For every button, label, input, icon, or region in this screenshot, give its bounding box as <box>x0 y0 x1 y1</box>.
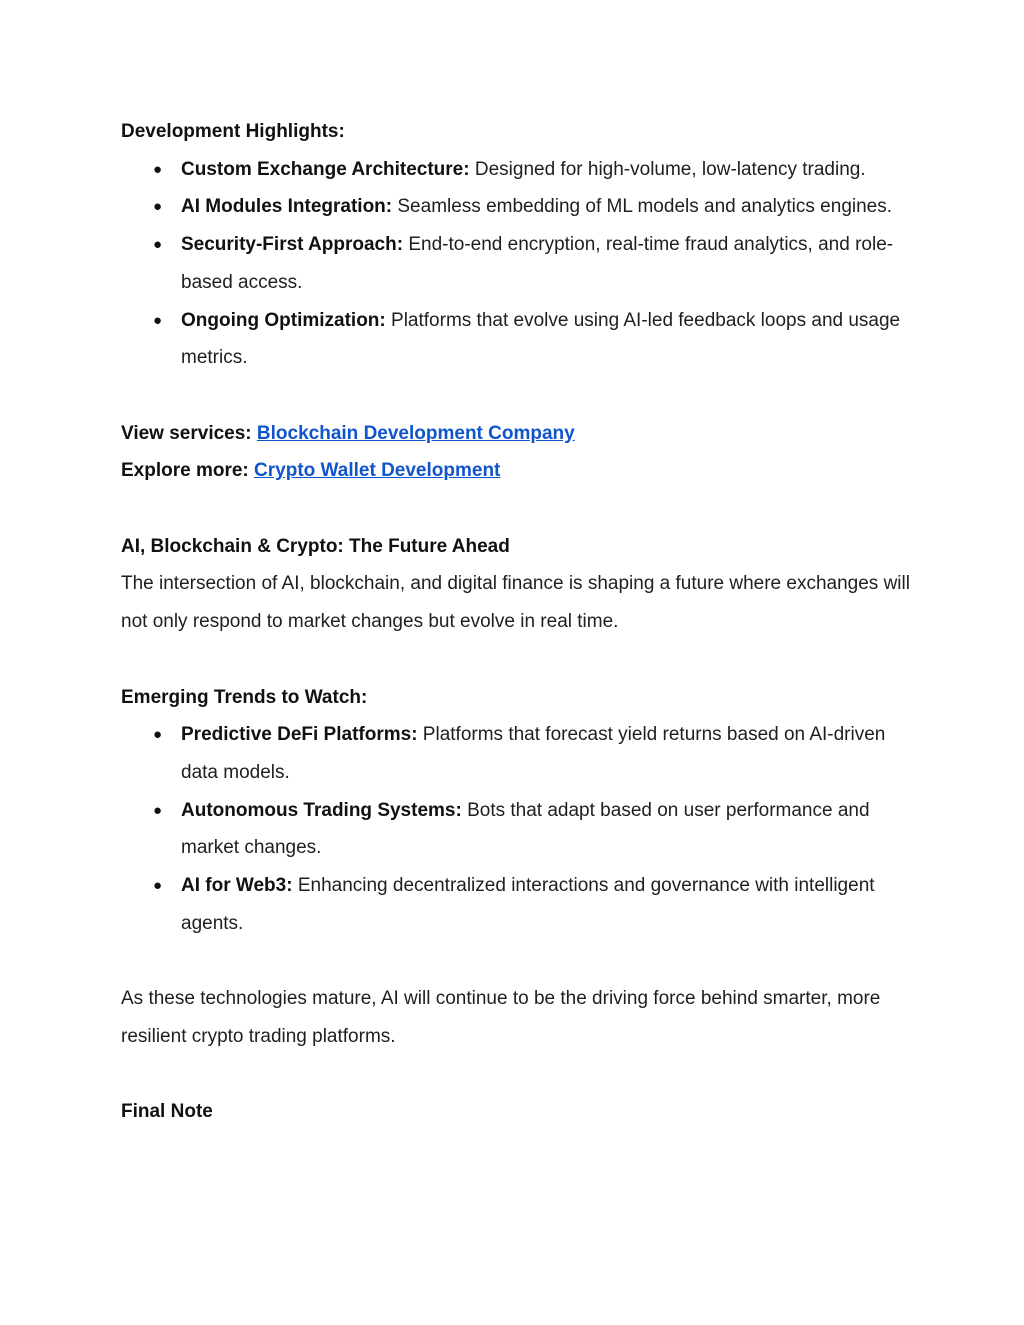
bullet-icon: ● <box>153 726 163 744</box>
bullet-icon: ● <box>153 801 163 819</box>
conclusion-body: As these technologies mature, AI will continue to be the driving force behind smarter, more resilient crypto trading platforms. <box>121 988 881 1047</box>
spacer <box>121 1056 911 1094</box>
bullet-icon: ● <box>153 236 163 254</box>
list-item <box>121 226 911 301</box>
development-highlights-list <box>121 151 911 377</box>
future-ahead-heading: AI, Blockchain & Crypto: The Future Ahead <box>121 535 510 557</box>
list-item <box>121 716 911 791</box>
bullet-icon: ● <box>153 311 163 329</box>
emerging-trends-list <box>121 716 911 942</box>
list-item-label: AI for Web3: <box>181 875 293 897</box>
list-item-text: Enhancing decentralized interactions and governance with intelligent agents. <box>181 875 875 934</box>
bullet-icon: ● <box>153 198 163 216</box>
list-item <box>121 188 911 226</box>
list-item-label: Predictive DeFi Platforms: <box>181 724 418 746</box>
list-item-text: End-to-end encryption, real-time fraud analytics, and role-based access. <box>181 234 894 293</box>
view-services-label: View services: <box>121 422 257 444</box>
list-item-label: Custom Exchange Architecture: <box>181 158 470 180</box>
explore-more-line <box>121 452 911 490</box>
emerging-trends-heading: Emerging Trends to Watch: <box>121 686 368 708</box>
list-item-text: Designed for high-volume, low-latency trading. <box>469 158 866 180</box>
final-note-heading: Final Note <box>121 1101 213 1123</box>
bullet-icon: ● <box>153 160 163 178</box>
spacer <box>121 490 911 528</box>
bullet-icon: ● <box>153 877 163 895</box>
list-item <box>121 151 911 189</box>
explore-more-label: Explore more: <box>121 460 255 482</box>
crypto-wallet-link[interactable]: Crypto Wallet Development <box>254 460 501 482</box>
list-item-label: AI Modules Integration: <box>181 196 393 218</box>
list-item-label: Ongoing Optimization: <box>181 309 386 331</box>
view-services-line <box>121 415 911 453</box>
list-item <box>121 792 911 867</box>
blockchain-development-link[interactable]: Blockchain Development Company <box>256 422 575 444</box>
document-content <box>121 113 911 1131</box>
development-highlights-heading: Development Highlights: <box>121 121 345 142</box>
spacer <box>121 942 911 980</box>
future-ahead-body: The intersection of AI, blockchain, and digital finance is shaping a future where exchanges will not only respond to market changes but evolve in real time. <box>121 573 910 633</box>
list-item-label: Security-First Approach: <box>181 234 404 256</box>
list-item-text: Seamless embedding of ML models and analytics engines. <box>392 196 893 218</box>
list-item-label: Autonomous Trading Systems: <box>181 799 462 821</box>
list-item-text: Platforms that evolve using AI-led feedback loops and usage metrics. <box>181 309 901 369</box>
list-item-text: Platforms that forecast yield returns based on AI-driven data models. <box>181 724 886 783</box>
spacer <box>121 377 911 415</box>
list-item <box>121 867 911 942</box>
list-item-text: Bots that adapt based on user performance and market changes. <box>181 799 870 859</box>
list-item <box>121 302 911 377</box>
spacer <box>121 641 911 679</box>
